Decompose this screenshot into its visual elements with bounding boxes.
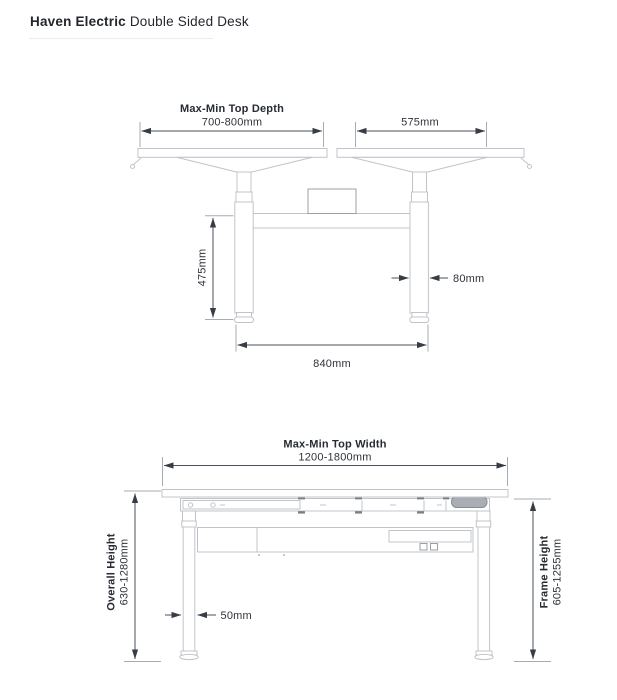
side-left-foot xyxy=(235,317,254,323)
front-left-leg-collar xyxy=(182,521,196,527)
front-left-leg xyxy=(180,511,198,660)
desk-edge-hook-left xyxy=(134,158,142,165)
leg-thickness-dimension xyxy=(165,610,252,622)
brand-name: Haven Electric xyxy=(30,14,126,29)
side-right-foot xyxy=(410,317,429,323)
leg-width-dimension xyxy=(392,273,485,285)
tray-socket-2 xyxy=(431,544,438,551)
desk-top-right xyxy=(337,149,532,173)
leg-width-value: 80mm xyxy=(453,273,485,285)
desk-edge-hook-right-tip xyxy=(528,165,532,169)
desk-bracket-right xyxy=(352,157,487,172)
desk-top-right-slab xyxy=(337,149,524,158)
side-right-leg xyxy=(410,172,429,323)
top-depth-label: Max-Min Top Depth xyxy=(179,103,285,115)
frame-height-value: 605-1255mm xyxy=(551,538,564,606)
front-right-leg xyxy=(475,511,493,660)
side-right-foot-ferrule xyxy=(412,313,427,318)
top-depth-value: 700-800mm xyxy=(201,116,263,129)
desk-top-left-slab xyxy=(138,149,327,158)
top-width-value: 1200-1800mm xyxy=(298,451,372,464)
overall-height-dimension xyxy=(106,491,162,662)
front-right-leg-collar xyxy=(476,521,490,527)
desk-edge-hook-left-tip xyxy=(131,165,135,169)
tray-socket-1 xyxy=(420,544,427,551)
frame-rail xyxy=(181,497,490,514)
side-view-diagram xyxy=(131,103,532,370)
top-depth-dimension xyxy=(140,103,324,147)
controller-handset xyxy=(452,497,488,508)
front-view-diagram xyxy=(106,439,564,662)
desk-top-left xyxy=(131,149,328,173)
cable-tray xyxy=(198,528,474,556)
side-left-leg xyxy=(235,172,254,323)
foot-span-dimension xyxy=(236,325,428,371)
front-desk-top xyxy=(162,490,508,498)
product-name: Double Sided Desk xyxy=(129,14,249,29)
crossbar xyxy=(253,214,410,229)
side-left-foot-ferrule xyxy=(237,313,252,318)
lower-leg-height-dimension xyxy=(197,216,234,320)
desk-edge-hook-right xyxy=(521,158,529,165)
overall-height-value: 630-1280mm xyxy=(118,538,131,606)
bracket-depth-value: 575mm xyxy=(401,116,439,129)
overall-height-label: Overall Height xyxy=(105,533,118,611)
lower-leg-height-value: 475mm xyxy=(196,248,209,287)
frame-height-dimension xyxy=(514,499,564,662)
foot-span-value: 840mm xyxy=(313,358,351,370)
front-leg-width-value: 50mm xyxy=(220,610,252,622)
top-width-label: Max-Min Top Width xyxy=(283,438,387,451)
top-width-dimension xyxy=(163,439,508,487)
frame-height-label: Frame Height xyxy=(538,535,551,609)
desk-bracket-left xyxy=(177,157,312,172)
control-box xyxy=(308,189,356,214)
bracket-depth-dimension xyxy=(356,117,487,148)
